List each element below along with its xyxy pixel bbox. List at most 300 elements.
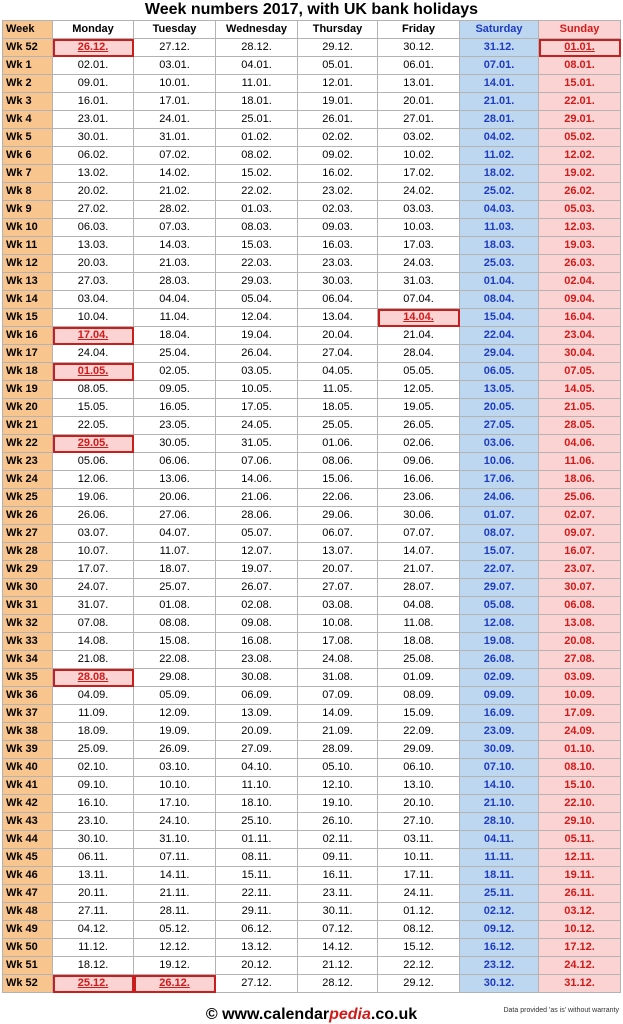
date-cell-saturday: 20.05.: [460, 399, 539, 417]
date-cell-friday: 16.06.: [378, 471, 460, 489]
date-cell-friday: 24.03.: [378, 255, 460, 273]
week-number-cell: Wk 13: [3, 273, 53, 291]
table-row: [3, 291, 621, 309]
week-number-cell: Wk 6: [3, 147, 53, 165]
date-cell-saturday: 23.09.: [460, 723, 539, 741]
date-cell-monday: 30.10.: [53, 831, 134, 849]
date-cell-sunday: 22.10.: [539, 795, 621, 813]
date-cell-tuesday: 11.07.: [134, 543, 216, 561]
date-cell-thursday: 13.04.: [298, 309, 378, 327]
date-cell-thursday: 13.07.: [298, 543, 378, 561]
date-cell-thursday: 12.10.: [298, 777, 378, 795]
date-cell-sunday: 06.08.: [539, 597, 621, 615]
date-cell-saturday: 22.07.: [460, 561, 539, 579]
date-cell-tuesday: 17.01.: [134, 93, 216, 111]
date-cell-wednesday: 06.12.: [216, 921, 298, 939]
date-cell-wednesday: 08.03.: [216, 219, 298, 237]
date-cell-monday: 14.08.: [53, 633, 134, 651]
date-cell-tuesday: 16.05.: [134, 399, 216, 417]
date-cell-thursday: 18.05.: [298, 399, 378, 417]
week-number-cell: Wk 30: [3, 579, 53, 597]
date-cell-monday: 15.05.: [53, 399, 134, 417]
table-row: [3, 669, 621, 687]
date-cell-saturday: 24.06.: [460, 489, 539, 507]
table-row: [3, 183, 621, 201]
date-cell-tuesday: 25.07.: [134, 579, 216, 597]
date-cell-wednesday: 08.02.: [216, 147, 298, 165]
table-row: [3, 723, 621, 741]
date-cell-tuesday: 03.01.: [134, 57, 216, 75]
date-cell-saturday: 08.07.: [460, 525, 539, 543]
date-cell-tuesday: 02.05.: [134, 363, 216, 381]
date-cell-thursday: 09.02.: [298, 147, 378, 165]
date-cell-sunday: 23.04.: [539, 327, 621, 345]
date-cell-saturday: 02.12.: [460, 903, 539, 921]
date-cell-sunday: 13.08.: [539, 615, 621, 633]
date-cell-saturday: 11.03.: [460, 219, 539, 237]
date-cell-thursday: 16.03.: [298, 237, 378, 255]
date-cell-monday: 11.09.: [53, 705, 134, 723]
date-cell-saturday: 30.09.: [460, 741, 539, 759]
date-cell-sunday: 12.11.: [539, 849, 621, 867]
date-cell-sunday: 30.04.: [539, 345, 621, 363]
week-number-cell: Wk 20: [3, 399, 53, 417]
table-row: [3, 939, 621, 957]
date-cell-tuesday: 18.04.: [134, 327, 216, 345]
date-cell-monday: 25.09.: [53, 741, 134, 759]
week-number-cell: Wk 48: [3, 903, 53, 921]
date-cell-monday: 16.01.: [53, 93, 134, 111]
date-cell-thursday: 12.01.: [298, 75, 378, 93]
date-cell-friday: 28.04.: [378, 345, 460, 363]
date-cell-thursday: 20.07.: [298, 561, 378, 579]
table-row: [3, 255, 621, 273]
date-cell-thursday: 06.04.: [298, 291, 378, 309]
date-cell-friday: 26.05.: [378, 417, 460, 435]
week-number-cell: Wk 7: [3, 165, 53, 183]
date-cell-tuesday: 28.03.: [134, 273, 216, 291]
date-cell-sunday: 02.04.: [539, 273, 621, 291]
date-cell-wednesday: 28.06.: [216, 507, 298, 525]
date-cell-saturday: 30.12.: [460, 975, 539, 993]
date-cell-sunday: 02.07.: [539, 507, 621, 525]
week-number-cell: Wk 28: [3, 543, 53, 561]
date-cell-sunday: 23.07.: [539, 561, 621, 579]
date-cell-tuesday: 21.02.: [134, 183, 216, 201]
week-rows: [3, 39, 621, 993]
date-cell-thursday: 23.11.: [298, 885, 378, 903]
date-cell-tuesday: 30.05.: [134, 435, 216, 453]
date-cell-saturday: 31.12.: [460, 39, 539, 57]
date-cell-thursday: 03.08.: [298, 597, 378, 615]
week-number-cell: Wk 52: [3, 39, 53, 57]
table-row: [3, 111, 621, 129]
date-cell-wednesday: 29.11.: [216, 903, 298, 921]
table-row: [3, 201, 621, 219]
date-cell-tuesday: 11.04.: [134, 309, 216, 327]
date-cell-monday: 20.03.: [53, 255, 134, 273]
date-cell-wednesday: 05.04.: [216, 291, 298, 309]
date-cell-friday: 24.02.: [378, 183, 460, 201]
date-cell-friday: 08.09.: [378, 687, 460, 705]
date-cell-saturday: 04.03.: [460, 201, 539, 219]
date-cell-sunday: 08.01.: [539, 57, 621, 75]
page-title: Week numbers 2017, with UK bank holidays: [144, 1, 479, 18]
table-row: [3, 453, 621, 471]
date-cell-sunday: 05.11.: [539, 831, 621, 849]
table-row: [3, 237, 621, 255]
date-cell-sunday: 24.09.: [539, 723, 621, 741]
week-number-cell: Wk 23: [3, 453, 53, 471]
date-cell-wednesday: 16.08.: [216, 633, 298, 651]
date-cell-saturday: 10.06.: [460, 453, 539, 471]
date-cell-sunday: 24.12.: [539, 957, 621, 975]
date-cell-wednesday: 07.06.: [216, 453, 298, 471]
date-cell-monday: 20.11.: [53, 885, 134, 903]
date-cell-sunday: 29.01.: [539, 111, 621, 129]
date-cell-friday: 18.08.: [378, 633, 460, 651]
table-row: [3, 777, 621, 795]
date-cell-wednesday: 09.08.: [216, 615, 298, 633]
header-week: Week: [3, 21, 53, 39]
table-row: [3, 93, 621, 111]
date-cell-saturday: 23.12.: [460, 957, 539, 975]
week-number-cell: Wk 16: [3, 327, 53, 345]
date-cell-thursday: 29.06.: [298, 507, 378, 525]
date-cell-wednesday: 02.08.: [216, 597, 298, 615]
date-cell-monday: 12.06.: [53, 471, 134, 489]
date-cell-friday: 30.12.: [378, 39, 460, 57]
date-cell-monday: 11.12.: [53, 939, 134, 957]
date-cell-wednesday: 26.07.: [216, 579, 298, 597]
date-cell-saturday: 15.07.: [460, 543, 539, 561]
week-number-cell: Wk 37: [3, 705, 53, 723]
date-cell-thursday: 05.01.: [298, 57, 378, 75]
date-cell-thursday: 26.10.: [298, 813, 378, 831]
date-cell-wednesday: 29.03.: [216, 273, 298, 291]
date-cell-tuesday: 07.11.: [134, 849, 216, 867]
date-cell-monday: 17.07.: [53, 561, 134, 579]
date-cell-saturday: 28.10.: [460, 813, 539, 831]
date-cell-monday: 16.10.: [53, 795, 134, 813]
date-cell-wednesday: 25.01.: [216, 111, 298, 129]
table-row: [3, 813, 621, 831]
date-cell-saturday: 16.09.: [460, 705, 539, 723]
date-cell-friday: 02.06.: [378, 435, 460, 453]
date-cell-tuesday: 12.09.: [134, 705, 216, 723]
date-cell-friday: 06.01.: [378, 57, 460, 75]
date-cell-thursday: 28.12.: [298, 975, 378, 993]
date-cell-wednesday: 31.05.: [216, 435, 298, 453]
date-cell-friday: 07.07.: [378, 525, 460, 543]
date-cell-thursday: 01.06.: [298, 435, 378, 453]
date-cell-sunday: 29.10.: [539, 813, 621, 831]
date-cell-wednesday: 01.03.: [216, 201, 298, 219]
date-cell-wednesday: 04.10.: [216, 759, 298, 777]
date-cell-monday: 05.06.: [53, 453, 134, 471]
date-cell-saturday: 14.01.: [460, 75, 539, 93]
date-cell-wednesday: 06.09.: [216, 687, 298, 705]
date-cell-friday: 17.02.: [378, 165, 460, 183]
date-cell-monday: 19.06.: [53, 489, 134, 507]
date-cell-tuesday: 24.01.: [134, 111, 216, 129]
date-cell-friday: 19.05.: [378, 399, 460, 417]
date-cell-sunday: 26.02.: [539, 183, 621, 201]
date-cell-wednesday: 03.05.: [216, 363, 298, 381]
date-cell-friday: 07.04.: [378, 291, 460, 309]
date-cell-monday: 10.07.: [53, 543, 134, 561]
week-number-cell: Wk 43: [3, 813, 53, 831]
date-cell-friday: 21.04.: [378, 327, 460, 345]
table-row: [3, 543, 621, 561]
table-row: [3, 885, 621, 903]
date-cell-thursday: 24.08.: [298, 651, 378, 669]
date-cell-tuesday: 14.11.: [134, 867, 216, 885]
header-tuesday: Tuesday: [134, 21, 216, 39]
table-row: [3, 273, 621, 291]
table-row: [3, 795, 621, 813]
date-cell-sunday: 09.07.: [539, 525, 621, 543]
date-cell-thursday: 09.11.: [298, 849, 378, 867]
date-cell-sunday: 03.12.: [539, 903, 621, 921]
date-cell-thursday: 08.06.: [298, 453, 378, 471]
date-cell-saturday: 21.01.: [460, 93, 539, 111]
date-cell-sunday: 19.11.: [539, 867, 621, 885]
date-cell-friday: 01.09.: [378, 669, 460, 687]
date-cell-monday: 06.03.: [53, 219, 134, 237]
footer: [0, 1005, 623, 1024]
date-cell-wednesday: 25.10.: [216, 813, 298, 831]
week-number-cell: Wk 11: [3, 237, 53, 255]
week-number-cell: Wk 40: [3, 759, 53, 777]
date-cell-thursday: 23.02.: [298, 183, 378, 201]
date-cell-sunday: 15.01.: [539, 75, 621, 93]
week-number-cell: Wk 17: [3, 345, 53, 363]
date-cell-sunday: 18.06.: [539, 471, 621, 489]
date-cell-friday: 03.03.: [378, 201, 460, 219]
bank-holiday-cell-tuesday: 26.12.: [134, 975, 216, 993]
date-cell-monday: 09.10.: [53, 777, 134, 795]
date-cell-friday: 29.12.: [378, 975, 460, 993]
date-cell-tuesday: 26.09.: [134, 741, 216, 759]
date-cell-thursday: 30.11.: [298, 903, 378, 921]
date-cell-wednesday: 01.11.: [216, 831, 298, 849]
header-monday: Monday: [53, 21, 134, 39]
date-cell-saturday: 09.09.: [460, 687, 539, 705]
date-cell-tuesday: 05.09.: [134, 687, 216, 705]
date-cell-friday: 23.06.: [378, 489, 460, 507]
week-number-cell: Wk 47: [3, 885, 53, 903]
date-cell-saturday: 13.05.: [460, 381, 539, 399]
date-cell-wednesday: 18.10.: [216, 795, 298, 813]
date-cell-sunday: 25.06.: [539, 489, 621, 507]
date-cell-wednesday: 04.01.: [216, 57, 298, 75]
week-number-cell: Wk 5: [3, 129, 53, 147]
date-cell-sunday: 31.12.: [539, 975, 621, 993]
bank-holiday-cell-friday: 14.04.: [378, 309, 460, 327]
date-cell-tuesday: 10.10.: [134, 777, 216, 795]
table-row: [3, 129, 621, 147]
date-cell-thursday: 02.03.: [298, 201, 378, 219]
date-cell-thursday: 14.12.: [298, 939, 378, 957]
date-cell-friday: 13.01.: [378, 75, 460, 93]
date-cell-friday: 06.10.: [378, 759, 460, 777]
date-cell-sunday: 12.03.: [539, 219, 621, 237]
date-cell-saturday: 04.02.: [460, 129, 539, 147]
date-cell-monday: 06.02.: [53, 147, 134, 165]
date-cell-monday: 13.03.: [53, 237, 134, 255]
date-cell-wednesday: 14.06.: [216, 471, 298, 489]
date-cell-friday: 22.12.: [378, 957, 460, 975]
date-cell-wednesday: 12.07.: [216, 543, 298, 561]
week-number-cell: Wk 8: [3, 183, 53, 201]
bank-holiday-cell-monday: 29.05.: [53, 435, 134, 453]
date-cell-wednesday: 12.04.: [216, 309, 298, 327]
bank-holiday-cell-monday: 26.12.: [53, 39, 134, 57]
date-cell-monday: 23.10.: [53, 813, 134, 831]
table-row: [3, 831, 621, 849]
date-cell-tuesday: 17.10.: [134, 795, 216, 813]
date-cell-thursday: 19.01.: [298, 93, 378, 111]
date-cell-sunday: 04.06.: [539, 435, 621, 453]
date-cell-thursday: 16.02.: [298, 165, 378, 183]
date-cell-monday: 04.12.: [53, 921, 134, 939]
date-cell-wednesday: 20.12.: [216, 957, 298, 975]
date-cell-saturday: 09.12.: [460, 921, 539, 939]
table-row: [3, 39, 621, 57]
date-cell-saturday: 11.02.: [460, 147, 539, 165]
date-cell-wednesday: 22.11.: [216, 885, 298, 903]
date-cell-monday: 23.01.: [53, 111, 134, 129]
date-cell-tuesday: 03.10.: [134, 759, 216, 777]
date-cell-friday: 27.10.: [378, 813, 460, 831]
date-cell-wednesday: 21.06.: [216, 489, 298, 507]
date-cell-tuesday: 13.06.: [134, 471, 216, 489]
table-row: [3, 165, 621, 183]
header-row: [3, 21, 621, 39]
week-number-cell: Wk 27: [3, 525, 53, 543]
date-cell-friday: 31.03.: [378, 273, 460, 291]
table-row: [3, 471, 621, 489]
date-cell-thursday: 26.01.: [298, 111, 378, 129]
date-cell-monday: 10.04.: [53, 309, 134, 327]
header-friday: Friday: [378, 21, 460, 39]
table-row: [3, 417, 621, 435]
date-cell-tuesday: 05.12.: [134, 921, 216, 939]
date-cell-wednesday: 30.08.: [216, 669, 298, 687]
date-cell-wednesday: 15.03.: [216, 237, 298, 255]
date-cell-monday: 04.09.: [53, 687, 134, 705]
date-cell-saturday: 21.10.: [460, 795, 539, 813]
date-cell-friday: 20.10.: [378, 795, 460, 813]
table-row: [3, 957, 621, 975]
date-cell-sunday: 10.09.: [539, 687, 621, 705]
date-cell-sunday: 10.12.: [539, 921, 621, 939]
date-cell-wednesday: 19.07.: [216, 561, 298, 579]
week-number-cell: Wk 2: [3, 75, 53, 93]
table-row: [3, 597, 621, 615]
date-cell-sunday: 09.04.: [539, 291, 621, 309]
date-cell-thursday: 11.05.: [298, 381, 378, 399]
date-cell-saturday: 02.09.: [460, 669, 539, 687]
week-number-cell: Wk 24: [3, 471, 53, 489]
date-cell-saturday: 18.11.: [460, 867, 539, 885]
table-row: [3, 561, 621, 579]
date-cell-wednesday: 23.08.: [216, 651, 298, 669]
date-cell-wednesday: 20.09.: [216, 723, 298, 741]
table-row: [3, 975, 621, 993]
date-cell-sunday: 17.09.: [539, 705, 621, 723]
date-cell-thursday: 07.09.: [298, 687, 378, 705]
date-cell-saturday: 26.08.: [460, 651, 539, 669]
week-number-cell: Wk 52: [3, 975, 53, 993]
date-cell-monday: 22.05.: [53, 417, 134, 435]
date-cell-sunday: 28.05.: [539, 417, 621, 435]
date-cell-monday: 02.01.: [53, 57, 134, 75]
date-cell-wednesday: 11.01.: [216, 75, 298, 93]
date-cell-thursday: 07.12.: [298, 921, 378, 939]
date-cell-wednesday: 24.05.: [216, 417, 298, 435]
bank-holiday-cell-sunday: 01.01.: [539, 39, 621, 57]
date-cell-monday: 13.02.: [53, 165, 134, 183]
date-cell-saturday: 18.02.: [460, 165, 539, 183]
date-cell-tuesday: 04.07.: [134, 525, 216, 543]
date-cell-wednesday: 01.02.: [216, 129, 298, 147]
table-row: [3, 759, 621, 777]
date-cell-monday: 09.01.: [53, 75, 134, 93]
date-cell-friday: 03.11.: [378, 831, 460, 849]
week-number-cell: Wk 31: [3, 597, 53, 615]
header-thursday: Thursday: [298, 21, 378, 39]
week-number-cell: Wk 3: [3, 93, 53, 111]
table-row: [3, 489, 621, 507]
date-cell-wednesday: 22.03.: [216, 255, 298, 273]
date-cell-friday: 15.09.: [378, 705, 460, 723]
table-row: [3, 435, 621, 453]
date-cell-tuesday: 28.11.: [134, 903, 216, 921]
date-cell-friday: 13.10.: [378, 777, 460, 795]
date-cell-sunday: 05.02.: [539, 129, 621, 147]
table-row: [3, 921, 621, 939]
date-cell-tuesday: 22.08.: [134, 651, 216, 669]
week-number-cell: Wk 29: [3, 561, 53, 579]
date-cell-thursday: 09.03.: [298, 219, 378, 237]
date-cell-thursday: 27.04.: [298, 345, 378, 363]
table-row: [3, 687, 621, 705]
date-cell-saturday: 29.04.: [460, 345, 539, 363]
date-cell-monday: 03.04.: [53, 291, 134, 309]
date-cell-tuesday: 27.12.: [134, 39, 216, 57]
date-cell-saturday: 28.01.: [460, 111, 539, 129]
date-cell-tuesday: 14.03.: [134, 237, 216, 255]
date-cell-thursday: 28.09.: [298, 741, 378, 759]
week-number-cell: Wk 1: [3, 57, 53, 75]
date-cell-thursday: 02.11.: [298, 831, 378, 849]
date-cell-tuesday: 15.08.: [134, 633, 216, 651]
table-row: [3, 741, 621, 759]
date-cell-saturday: 07.10.: [460, 759, 539, 777]
date-cell-wednesday: 17.05.: [216, 399, 298, 417]
week-number-table: [2, 20, 621, 993]
date-cell-sunday: 12.02.: [539, 147, 621, 165]
header-wednesday: Wednesday: [216, 21, 298, 39]
date-cell-saturday: 05.08.: [460, 597, 539, 615]
date-cell-wednesday: 05.07.: [216, 525, 298, 543]
table-row: [3, 651, 621, 669]
date-cell-sunday: 16.07.: [539, 543, 621, 561]
table-row: [3, 345, 621, 363]
week-number-cell: Wk 19: [3, 381, 53, 399]
